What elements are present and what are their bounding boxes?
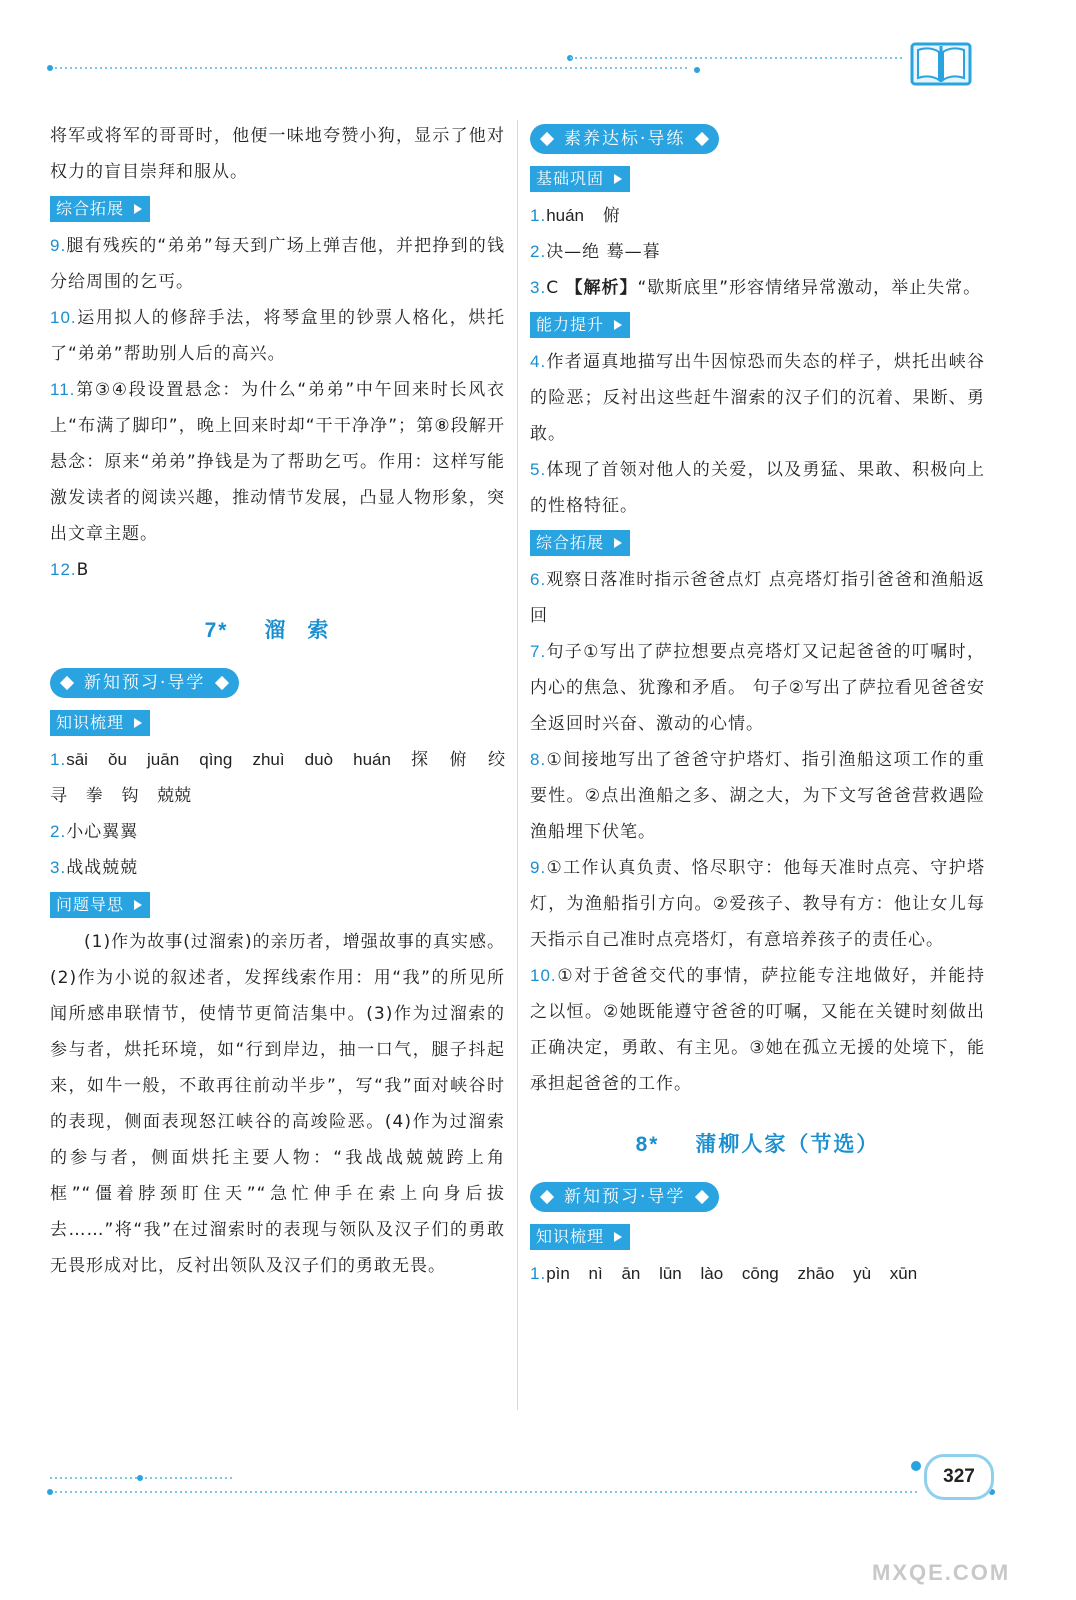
answer-number: 10. [50, 308, 77, 327]
section-pill-xinzhi-yuxi-right: 新知预习·导学 [530, 1182, 719, 1212]
knowledge-r1 [530, 1256, 985, 1292]
answer-11 [50, 372, 505, 552]
play-icon [614, 1232, 622, 1242]
answer-9 [50, 228, 505, 300]
section-tag-jichu-gonggu [530, 166, 630, 192]
answer-text: 运用拟人的修辞手法，将琴盒里的钞票人格化，烘托了“弟弟”帮助别人后的高兴。 [50, 308, 505, 364]
answer-number: 12. [50, 560, 77, 579]
answer-r2 [530, 234, 985, 270]
answer-r5 [530, 452, 985, 524]
lesson-number: 7* [204, 619, 229, 642]
section-tag-label: 知识梳理 [536, 1227, 605, 1246]
answer-number: 3. [50, 858, 67, 877]
section-pill-suyang-dabiao: 素养达标·导练 [530, 124, 719, 154]
lesson-number: 8* [635, 1133, 660, 1156]
answer-number: 1. [530, 1264, 547, 1283]
answer-r3 [530, 270, 985, 306]
question-guide-paragraph: (1)作为故事(过溜索)的亲历者，增强故事的真实感。(2)作为小说的叙述者，发挥线索作用：用“我”的所见所闻所感串联情节，使情节更简洁集中。(3)作为过溜索的参与者，烘托环境，如“行到岸边，抽一口气，腿子抖起来，如牛一般，不敢再往前动半步”，写“我”面对峡谷时的表现，侧面表现怒江峡谷的高竣险恶。(4)作为过溜索的参与者，侧面烘托主要人物：“我战战兢兢跨上角框”“僵着脖颈盯住天”“急忙伸手在索上向身后拔去……”将“我”在过溜索时的表现与领队及汉子们的勇敢无畏形成对比，反衬出领队及汉子们的勇敢无畏。 [50, 932, 505, 1276]
lesson-8-title [530, 1128, 985, 1158]
answer-text: 作者逼真地描写出牛因惊恐而失态的样子，烘托出峡谷的险恶；反衬出这些赶牛溜索的汉子们的沉着、果断、勇敢。 [530, 352, 985, 444]
column-divider [517, 120, 518, 1410]
section-tag-label: 基础巩固 [536, 169, 605, 188]
right-column [530, 118, 985, 1292]
knowledge-2 [50, 814, 505, 850]
analysis-label: 【解析】 [565, 278, 638, 298]
answer-number: 7. [530, 642, 547, 661]
answer-text: 体现了首领对他人的关爱，以及勇猛、果敢、积极向上的性格特征。 [530, 460, 985, 516]
answer-number: 9. [530, 858, 547, 877]
play-icon [614, 174, 622, 184]
answer-number: 9. [50, 236, 67, 255]
answer-12 [50, 552, 505, 588]
section-tag-label: 能力提升 [536, 315, 605, 334]
left-column [50, 118, 505, 1284]
answer-text: pìn nì ān lūn lào cōng zhāo yù xūn [546, 1264, 918, 1283]
answer-number: 10. [530, 966, 557, 985]
section-tag-label: 综合拓展 [536, 533, 605, 552]
answer-text: sāi ǒu juān qìng zhuì duò huán 探 俯 绞 寻 拳 钩 兢兢 [50, 750, 505, 805]
answer-text: 第③④段设置悬念：为什么“弟弟”中午回来时长风衣上“布满了脚印”，晚上回来时却“干干净净”；第⑧段解开悬念：原来“弟弟”挣钱是为了帮助乞丐。作用：这样写能激发读者的阅读兴趣，推动情节发展，凸显人物形象，突出文章主题。 [50, 380, 505, 544]
section-pill-xinzhi-yuxi: 新知预习·导学 [50, 668, 239, 698]
answer-text: 决—绝 蓦—暮 [546, 242, 661, 262]
answer-choice: C [546, 278, 560, 298]
knowledge-3 [50, 850, 505, 886]
answer-r1 [530, 198, 985, 234]
answer-text: “歇斯底里”形容情绪异常激动，举止失常。 [637, 278, 982, 298]
answer-text: 战战兢兢 [66, 858, 139, 878]
answer-number: 1. [50, 750, 67, 769]
section-tag-label: 知识梳理 [56, 713, 125, 732]
answer-r8 [530, 742, 985, 850]
section-tag-label: 问题导思 [56, 895, 125, 914]
section-tag-zonghe-tuozhan-right [530, 530, 630, 556]
watermark-logo: MXQE.COM [872, 1560, 1011, 1585]
play-icon [134, 900, 142, 910]
lesson-name: 蒲柳人家（节选） [695, 1132, 880, 1156]
answer-number: 5. [530, 460, 547, 479]
answer-r9 [530, 850, 985, 958]
answer-text: ①间接地写出了爸爸守护塔灯、指引渔船这项工作的重要性。②点出渔船之多、湖之大，为下文写爸爸营救遇险渔船埋下伏笔。 [530, 750, 985, 842]
answer-number: 3. [530, 278, 547, 297]
knowledge-1 [50, 742, 505, 814]
page-number: 327 [924, 1454, 994, 1500]
section-tag-zhishi-shuli [50, 710, 150, 736]
answer-text: 小心翼翼 [66, 822, 139, 842]
section-tag-label: 综合拓展 [56, 199, 125, 218]
answer-r6 [530, 562, 985, 634]
answer-text: 腿有残疾的“弟弟”每天到广场上弹吉他，并把挣到的钱分给周围的乞丐。 [50, 236, 505, 292]
section-tag-wenti-daosi [50, 892, 150, 918]
answer-number: 6. [530, 570, 547, 589]
answer-10 [50, 300, 505, 372]
lesson-name: 溜索 [264, 618, 351, 642]
answer-number: 4. [530, 352, 547, 371]
answer-text: huán 俯 [546, 206, 620, 225]
play-icon [614, 320, 622, 330]
lesson-7-title [50, 614, 505, 644]
play-icon [614, 538, 622, 548]
answer-text: 句子①写出了萨拉想要点亮塔灯又记起爸爸的叮嘱时，内心的焦急、犹豫和矛盾。 句子②写出了萨拉看见爸爸安全返回时兴奋、激动的心情。 [530, 642, 985, 734]
answer-number: 2. [50, 822, 67, 841]
book-icon [910, 40, 972, 88]
section-tag-zhishi-shuli-right [530, 1224, 630, 1250]
answer-text: ①工作认真负责、恪尽职守：他每天准时点亮、守护塔灯，为渔船指引方向。②爱孩子、教导有方：他让女儿每天指示自己准时点亮塔灯，有意培养孩子的责任心。 [530, 858, 985, 950]
answer-number: 1. [530, 206, 547, 225]
answer-text: ①对于爸爸交代的事情，萨拉能专注地做好，并能持之以恒。②她既能遵守爸爸的叮嘱，又能在关键时刻做出正确决定，勇敢、有主见。③她在孤立无援的处境下，能承担起爸爸的工作。 [530, 966, 985, 1094]
play-icon [134, 718, 142, 728]
answer-number: 8. [530, 750, 547, 769]
section-tag-nengli-tisheng [530, 312, 630, 338]
section-tag-zonghe-tuozhan [50, 196, 150, 222]
answer-number: 11. [50, 380, 76, 399]
answer-text: 观察日落准时指示爸爸点灯 点亮塔灯指引爸爸和渔船返回 [530, 570, 985, 626]
answer-number: 2. [530, 242, 547, 261]
answer-r7 [530, 634, 985, 742]
answer-r4 [530, 344, 985, 452]
answer-text: B [76, 560, 90, 580]
answer-r10 [530, 958, 985, 1102]
intro-paragraph: 将军或将军的哥哥时，他便一味地夸赞小狗，显示了他对权力的盲目崇拜和服从。 [50, 126, 505, 182]
play-icon [134, 204, 142, 214]
